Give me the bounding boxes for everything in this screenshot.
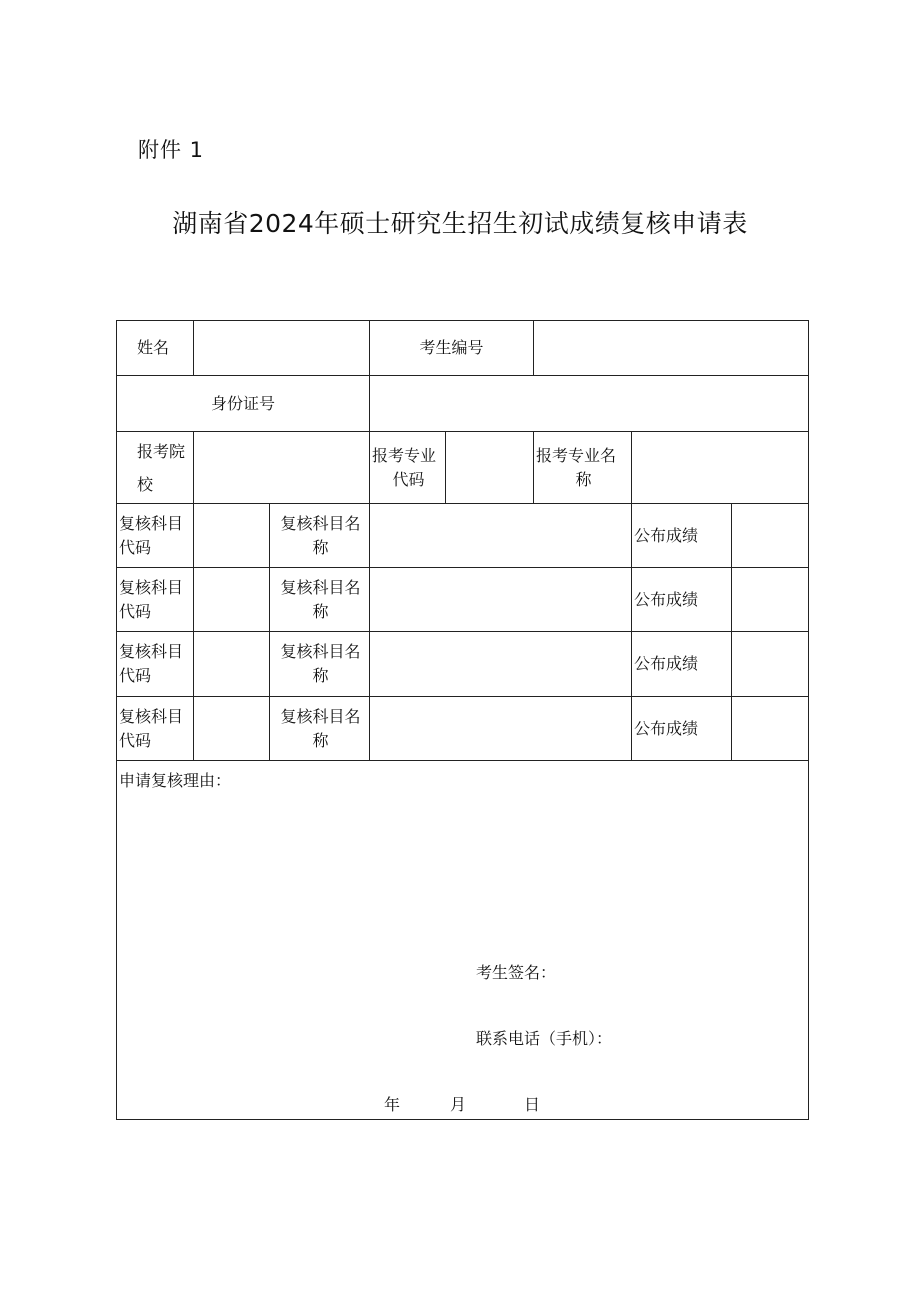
subject-code-label <box>117 568 194 632</box>
subject-name-label-line1: 复核科目名 <box>280 642 361 661</box>
subject-name-label-line2: 称 <box>312 730 329 750</box>
subject-name-label-line1: 复核科目名 <box>280 577 361 597</box>
subject-code-label-line1: 复核科目 <box>119 706 184 726</box>
published-score-label: 公布成绩 <box>632 697 732 761</box>
major-name-label-line1: 报考专业名 <box>536 445 617 465</box>
subject-name-label <box>270 632 370 697</box>
major-name-label-line2: 称 <box>575 469 592 489</box>
subject-name-field[interactable] <box>370 504 632 568</box>
major-name-field[interactable] <box>632 432 809 504</box>
row-name <box>117 321 809 376</box>
subject-code-field[interactable] <box>194 568 270 632</box>
published-score-label: 公布成绩 <box>632 504 732 568</box>
published-score-field[interactable] <box>732 632 809 697</box>
major-code-field[interactable] <box>446 432 534 504</box>
subject-code-label-line2: 代码 <box>119 537 152 557</box>
subject-code-label <box>117 632 194 697</box>
date-day-label: 日 <box>524 1095 541 1114</box>
subject-code-label <box>117 697 194 761</box>
subject-row <box>117 568 809 632</box>
subject-name-field[interactable] <box>370 568 632 632</box>
signature-label: 考生签名： <box>476 963 557 982</box>
published-score-label: 公布成绩 <box>632 632 732 697</box>
subject-name-label <box>270 504 370 568</box>
subject-code-label-line1: 复核科目 <box>119 513 184 533</box>
row-school-major <box>117 432 809 504</box>
subject-row <box>117 697 809 761</box>
subject-name-label-line2: 称 <box>312 537 329 557</box>
school-label-line1: 报考院 <box>137 441 186 461</box>
row-id <box>117 376 809 432</box>
subject-name-label-line1: 复核科目名 <box>280 513 361 533</box>
published-score-field[interactable] <box>732 697 809 761</box>
subject-name-label-line2: 称 <box>312 601 329 621</box>
subject-name-label-line1: 复核科目名 <box>280 706 361 726</box>
school-field[interactable] <box>194 432 370 504</box>
published-score-field[interactable] <box>732 504 809 568</box>
exam-number-label: 考生编号 <box>370 321 534 376</box>
major-code-label-line1: 报考专业 <box>372 445 437 465</box>
major-name-label <box>534 432 632 504</box>
subject-code-label-line2: 代码 <box>119 730 152 750</box>
major-code-label <box>370 432 446 504</box>
subject-code-label-line2: 代码 <box>119 601 152 621</box>
subject-code-label-line1: 复核科目 <box>119 642 184 661</box>
subject-name-label-line2: 称 <box>312 666 329 685</box>
name-field[interactable] <box>194 321 370 376</box>
subject-name-label <box>270 697 370 761</box>
subject-name-label <box>270 568 370 632</box>
subject-code-label <box>117 504 194 568</box>
subject-name-field[interactable] <box>370 697 632 761</box>
published-score-label: 公布成绩 <box>632 568 732 632</box>
attachment-label: 附件 1 <box>138 138 205 162</box>
row-reason <box>117 761 809 1120</box>
id-number-field[interactable] <box>370 376 809 432</box>
date-month-label: 月 <box>450 1095 467 1114</box>
subject-code-label-line2: 代码 <box>119 666 152 685</box>
school-label-line2: 校 <box>137 474 154 494</box>
subject-code-field[interactable] <box>194 632 270 697</box>
published-score-field[interactable] <box>732 568 809 632</box>
id-number-label: 身份证号 <box>117 376 370 432</box>
reason-field[interactable] <box>117 761 809 1120</box>
subject-row <box>117 632 809 697</box>
subject-code-label-line1: 复核科目 <box>119 577 184 597</box>
application-form-table <box>116 320 809 1120</box>
subject-code-field[interactable] <box>194 504 270 568</box>
phone-label: 联系电话（手机）： <box>476 1029 613 1048</box>
form-title: 湖南省2024年硕士研究生招生初试成绩复核申请表 <box>172 209 748 238</box>
subject-row <box>117 504 809 568</box>
school-label <box>117 432 194 504</box>
exam-number-field[interactable] <box>534 321 809 376</box>
date-year-label: 年 <box>384 1095 401 1114</box>
reason-label: 申请复核理由： <box>119 771 232 790</box>
subject-code-field[interactable] <box>194 697 270 761</box>
subject-name-field[interactable] <box>370 632 632 697</box>
major-code-label-line2: 代码 <box>392 469 425 489</box>
name-label: 姓名 <box>117 321 194 376</box>
